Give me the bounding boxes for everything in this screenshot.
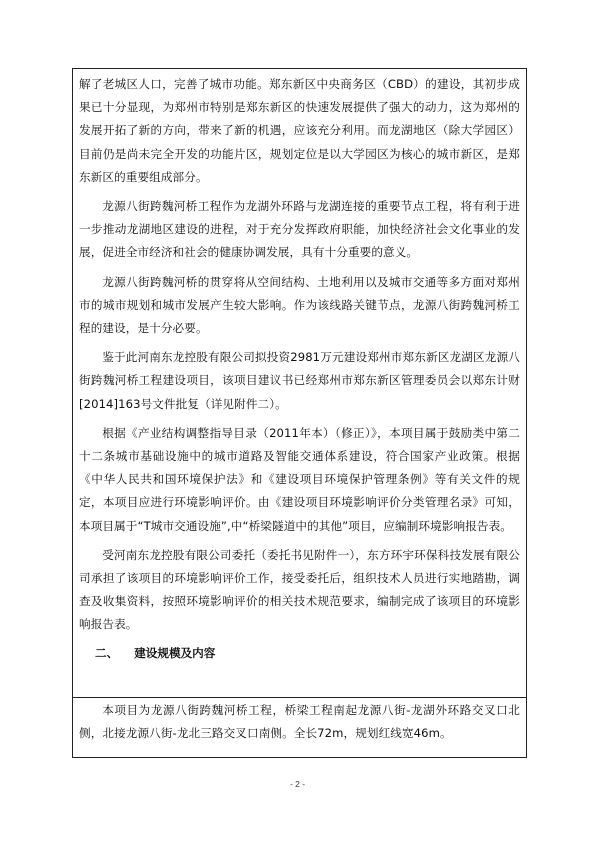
page-frame (72, 68, 527, 758)
section-heading (79, 641, 520, 665)
section-title: 建设规模及内容 (134, 645, 216, 660)
paragraph-continuation: 解了老城区人口，完善了城市功能。郑东新区中央商务区（CBD）的建设，其初步成果已十分显现，为郑州市特别是郑东新区的快速发展提供了强大的动力，这为郑州的发展开拓了新的方向，带来了新的机遇，应该充分利用。而龙湖地区（除大学园区）目前仍是尚未完全开发的功能片区，规划定位是以大学园区为核心的城市新区，是郑东新区的重要组成部分。 (79, 77, 520, 184)
section-divider (73, 697, 526, 698)
paragraph-necessity: 龙源八街跨魏河桥的贯穿将从空间结构、土地利用以及城市交通等多方面对郑州市的城市规划和城市发展产生较大影响。作为该线路关键节点，龙源八街跨魏河桥工程的建设，是十分必要。 (79, 274, 520, 336)
section-body (79, 699, 520, 745)
section-number: 二、 (95, 645, 119, 660)
paragraph-project-scope: 本项目为龙源八街跨魏河桥工程，桥梁工程南起龙源八街-龙湖外环路交叉口北侧，北接龙源八街-龙北三路交叉口南侧。全长72m，规划红线宽46m。 (79, 703, 520, 741)
paragraph-significance: 龙源八街跨魏河桥工程作为龙湖外环路与龙湖连接的重要节点工程，将有利于进一步推动龙湖地区建设的进程，对于充分发挥政府职能，加快经济社会文化事业的发展，促进全市经济和社会的健康协调发展，具有十分重要的意义。 (79, 199, 520, 260)
paragraph-policy: 根据《产业结构调整指导目录（2011年本）（修正）》，本项目属于鼓励类中第二十二条城市基础设施中的城市道路及智能交通体系建设，符合国家产业政策。根据《中华人民共和国环境保护法》和《建设项目环境保护管理条例》等有关文件的规定，本项目应进行环境影响评价。由《建设项目环境影响评价分类管理名录》可知，本项目属于“T城市交通设施”,中“桥梁隧道中的其他”项目，应编制环境影响报告表。 (79, 425, 520, 533)
paragraph-investment: 鉴于此河南东龙控股有限公司拟投资2981万元建设郑州市郑东新区龙湖区龙源八街跨魏河桥工程建设项目，该项目建议书已经郑州市郑东新区管理委员会以郑东计财[2014]163号文件批复（详见附件二）。 (79, 350, 520, 411)
document-body (79, 73, 520, 665)
paragraph-commission: 受河南东龙控股有限公司委托（委托书见附件一），东方环宇环保科技发展有限公司承担了该项目的环境影响评价工作，接受委托后，组织技术人员进行实地踏勘，调查及收集资料，按照环境影响评价的相关技术规范要求，编制完成了该项目的环境影响报告表。 (79, 547, 520, 632)
page-number: - 2 - (289, 779, 306, 789)
